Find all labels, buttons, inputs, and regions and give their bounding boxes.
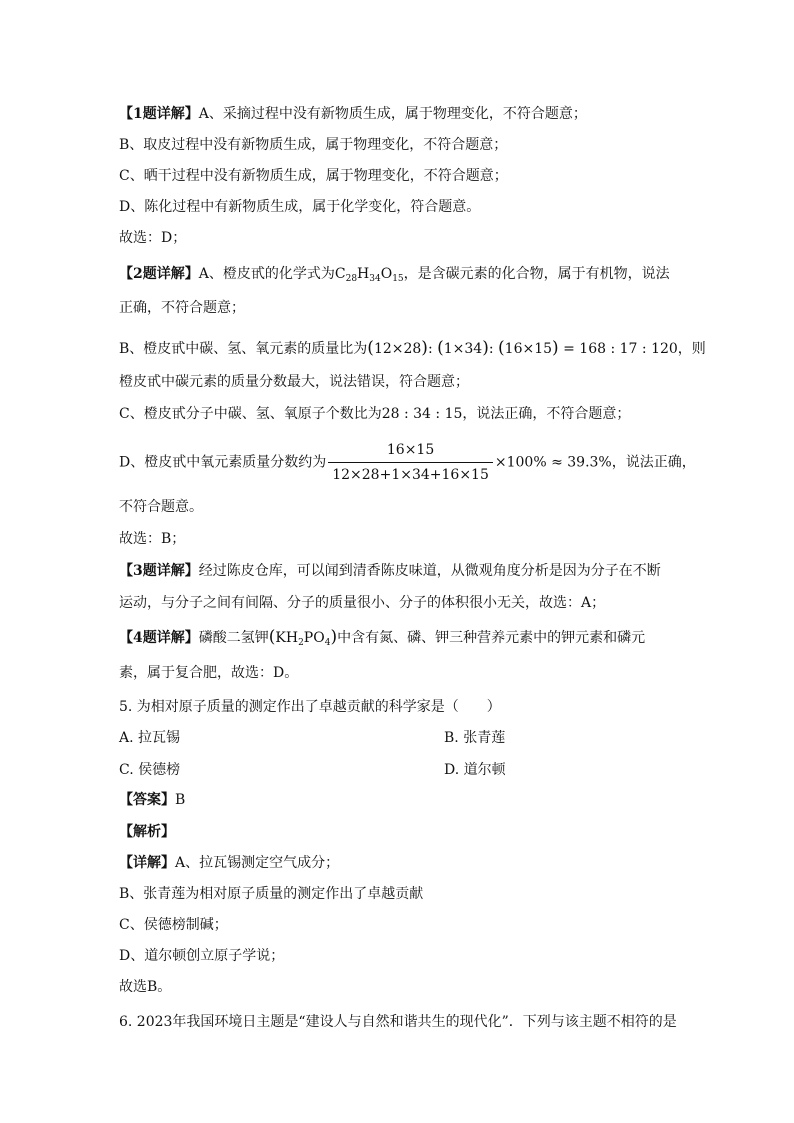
q3-title: 【3题详解】 — [119, 563, 199, 579]
q5-answer-value: B — [175, 792, 186, 808]
q5-detail-d: D、道尔顿创立原子学说； — [119, 948, 285, 964]
q1-option-c: C、晒干过程中没有新物质生成，属于物理变化，不符合题意； — [119, 168, 508, 184]
q5-option-b: B. 张青莲 — [444, 730, 506, 746]
q3-line2: 运动，与分子之间有间隔、分子的质量很小、分子的体积很小无关，故选：A； — [119, 595, 606, 611]
q2-line-d2: 不符合题意。 — [119, 499, 203, 515]
q1-option-a: A、采摘过程中没有新物质生成，属于物理变化，不符合题意； — [198, 106, 587, 122]
q1-line-a — [119, 104, 587, 124]
q5-detail-a: 【详解】A、拉瓦锡测定空气成分； — [119, 855, 340, 871]
q4-formula: $(KH_2PO_4)$ — [268, 627, 338, 648]
q6-stem: 6. 2023年我国环境日主题是“建设人与自然和谐共生的现代化”．下列与该主题不相符的是 — [119, 1014, 677, 1030]
q5-detail-b: B、张青莲为相对原子质量的测定作出了卓越贡献 — [119, 886, 424, 902]
q1-answer: 故选：D； — [119, 230, 187, 246]
q5-option-c: C. 侯德榜 — [119, 762, 181, 778]
q4-line2: 素，属于复合肥，故选：D。 — [119, 665, 299, 681]
q5-detail-c: C、侯德榜制碱； — [119, 917, 228, 933]
q2-atom-ratio: 28 : 34 : 15 — [381, 406, 463, 422]
q1-option-b: B、取皮过程中没有新物质生成，属于物理变化，不符合题意； — [119, 137, 508, 153]
q2-line-d: D、橙皮甙中氧元素质量分数约为 $\frac{16\times 15}{12\times 28+1\times 34+16\times 15}$ ×100% ≈ 39.3%，说法正确， — [119, 442, 696, 483]
q2-line-a2: 正确，不符合题意； — [119, 300, 245, 316]
q5-final: 故选B。 — [119, 979, 172, 995]
q1-title: 【1题详解】 — [119, 106, 199, 122]
q5-option-d: D. 道尔顿 — [444, 762, 506, 778]
q1-option-d: D、陈化过程中有新物质生成，属于化学变化，符合题意。 — [119, 199, 481, 215]
q5-stem: 5. 为相对原子质量的测定作出了卓越贡献的科学家是（ ） — [119, 699, 501, 715]
q2-line-a: 【2题详解】A、橙皮甙的化学式为$C_{28}H_{34}O_{15}$，是含碳元素的化合物，属于有机物，说法 — [119, 266, 670, 284]
q4-title: 【4题详解】 — [119, 630, 199, 646]
q5-option-a: A. 拉瓦锡 — [119, 730, 181, 746]
q2-answer: 故选：B； — [119, 531, 186, 547]
q3-line1: 【3题详解】经过陈皮仓库，可以闻到清香陈皮味道，从微观角度分析是因为分子在不断 — [119, 563, 661, 579]
q4-line1: 【4题详解】磷酸二氢钾$(KH_2PO_4)$中含有氮、磷、钾三种营养元素中的钾元素和磷元 — [119, 627, 646, 648]
q2-oxygen-fraction: $\frac{16\times 15}{12\times 28+1\times 34+16\times 15}$ — [328, 440, 493, 485]
q2-line-c: C、橙皮甙分子中碳、氢、氧原子个数比为28 : 34 : 15，说法正确，不符合题意； — [119, 406, 631, 422]
q5-answer: 【答案】B — [119, 792, 186, 808]
q2-formula: $C_{28}H_{34}O_{15}$ — [334, 266, 404, 284]
q2-title: 【2题详解】 — [119, 266, 199, 282]
q2-line-b: B、橙皮甙中碳、氢、氧元素的质量比为(12×28): (1×34): (16×15) = 168 : 17 : 120，则 — [119, 338, 706, 358]
q5-analysis-label: 【解析】 — [119, 824, 175, 840]
q2-mass-ratio: (12×28): (1×34): (16×15) = 168 : 17 : 120 — [367, 338, 678, 358]
q2-line-b2: 橙皮甙中碳元素的质量分数最大，说法错误，符合题意； — [119, 374, 469, 390]
